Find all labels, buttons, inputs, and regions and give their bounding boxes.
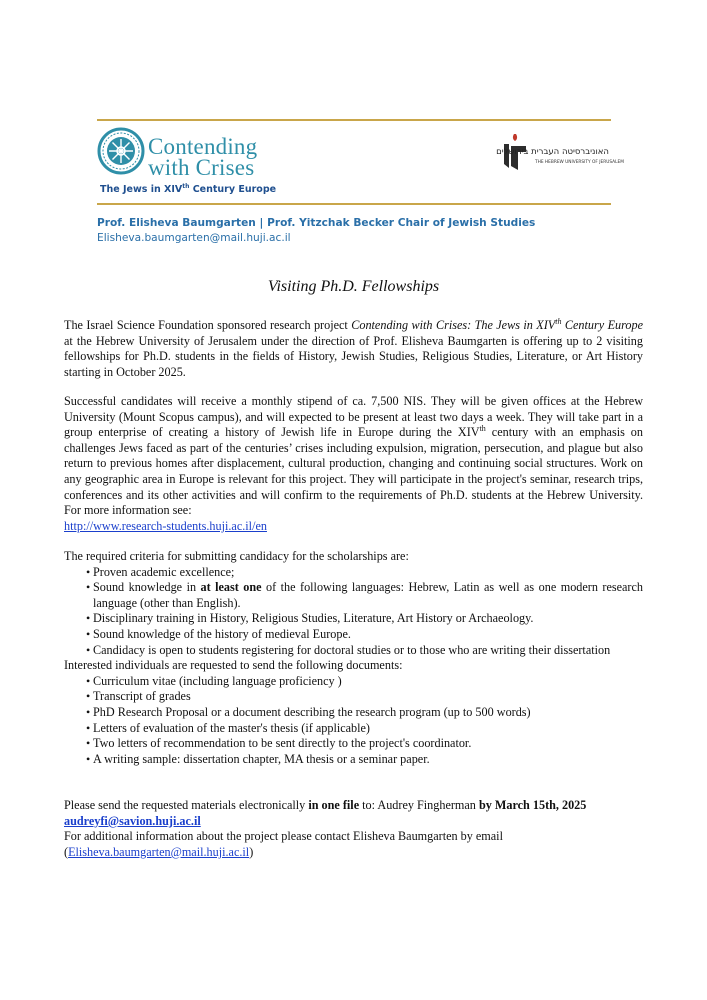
documents-intro: Interested individuals are requested to send the following documents: xyxy=(64,658,403,673)
page-title: Visiting Ph.D. Fellowships xyxy=(267,278,440,295)
closing-section: Please send the requested materials electronically in one file to: Audrey Fingherman by March 15th, 2025 audreyfi@savion.huji.ac.il For additional information about the project please contact Elisheva Baumgarten by email (Elisheva.baumgarten@mail.huji.ac.il) xyxy=(64,798,587,859)
university-name-hebrew: האוניברסיטה העברית בירושלים xyxy=(496,147,609,157)
contact-email-link[interactable]: Elisheva.baumgarten@mail.huji.ac.il xyxy=(68,844,250,859)
list-item: • Letters of evaluation of the master's thesis (if applicable) xyxy=(64,721,643,737)
list-item: • A writing sample: dissertation chapter, MA thesis or a seminar paper. xyxy=(64,752,643,768)
project-seal-logo xyxy=(97,127,145,175)
documents-list xyxy=(64,674,643,768)
list-item: • Sound knowledge in at least one of the following languages: Hebrew, Latin as well as one modern research language (other than English). xyxy=(64,580,643,611)
list-item: • Disciplinary training in History, Religious Studies, Literature, Art History or Archaeology. xyxy=(64,611,643,627)
list-item: • PhD Research Proposal or a document describing the research program (up to 500 words) xyxy=(64,705,643,721)
professor-chair-line: Prof. Elisheva Baumgarten | Prof. Yitzchak Becker Chair of Jewish Studies xyxy=(97,217,536,229)
list-item: • Two letters of recommendation to be sent directly to the project's coordinator. xyxy=(64,736,643,752)
list-item: • Proven academic excellence; xyxy=(64,565,643,581)
list-item: • Candidacy is open to students registering for doctoral studies or to those who are writing their dissertation xyxy=(64,643,643,659)
header-bottom-rule xyxy=(97,203,611,205)
criteria-list xyxy=(64,565,643,659)
coordinator-email-link[interactable]: audreyfi@savion.huji.ac.il xyxy=(64,813,201,828)
brand-title-line-1: Contending xyxy=(148,134,258,159)
list-item: • Transcript of grades xyxy=(64,689,643,705)
criteria-section xyxy=(64,549,643,767)
intro-paragraph: The Israel Science Foundation sponsored research project Contending with Crises: The Jews in XIVth Century Europe at the Hebrew University of Jerusalem under the direction of Prof. Elisheva Baumgarten is offering up to 2 visiting fellowships for Ph.D. students in the fields of History, Jewish Studies, Religious Studies, Literature, or Art History starting in October 2025. xyxy=(64,316,643,379)
university-name-english: THE HEBREW UNIVERSITY OF JERUSALEM xyxy=(535,160,624,165)
brand-title-line-2: with Crises xyxy=(148,155,255,180)
research-students-link[interactable]: http://www.research-students.huji.ac.il/en xyxy=(64,518,267,533)
details-paragraph: Successful candidates will receive a monthly stipend of ca. 7,500 NIS. They will be given offices at the Hebrew University (Mount Scopus campus), and will expected to be present at least two days a week. They will take part in a group enterprise of creating a history of Jewish life in Europe during the XIVth century with an emphasis on challenges Jews faced as part of the centuries’ crises including expulsion, migration, persecution, and plague but also return to previous homes after displacement, cultural production, changing and continuing social structures. Work on any geographic area in Europe is relevant for this project. They will participate in the project's seminar, research trips, conferences and its other activities and will confirm to the requirements of Ph.D. students at the Hebrew University. For more information see: http://www.research-students.huji.ac.il/en xyxy=(64,394,643,533)
list-item: • Curriculum vitae (including language proficiency ) xyxy=(64,674,643,690)
list-item: • Sound knowledge of the history of medieval Europe. xyxy=(64,627,643,643)
criteria-intro: The required criteria for submitting candidacy for the scholarships are: xyxy=(64,549,409,563)
professor-email: Elisheva.baumgarten@mail.huji.ac.il xyxy=(97,232,291,244)
brand-subtitle: The Jews in XIVth Century Europe xyxy=(100,183,277,196)
header-top-rule xyxy=(97,119,611,121)
